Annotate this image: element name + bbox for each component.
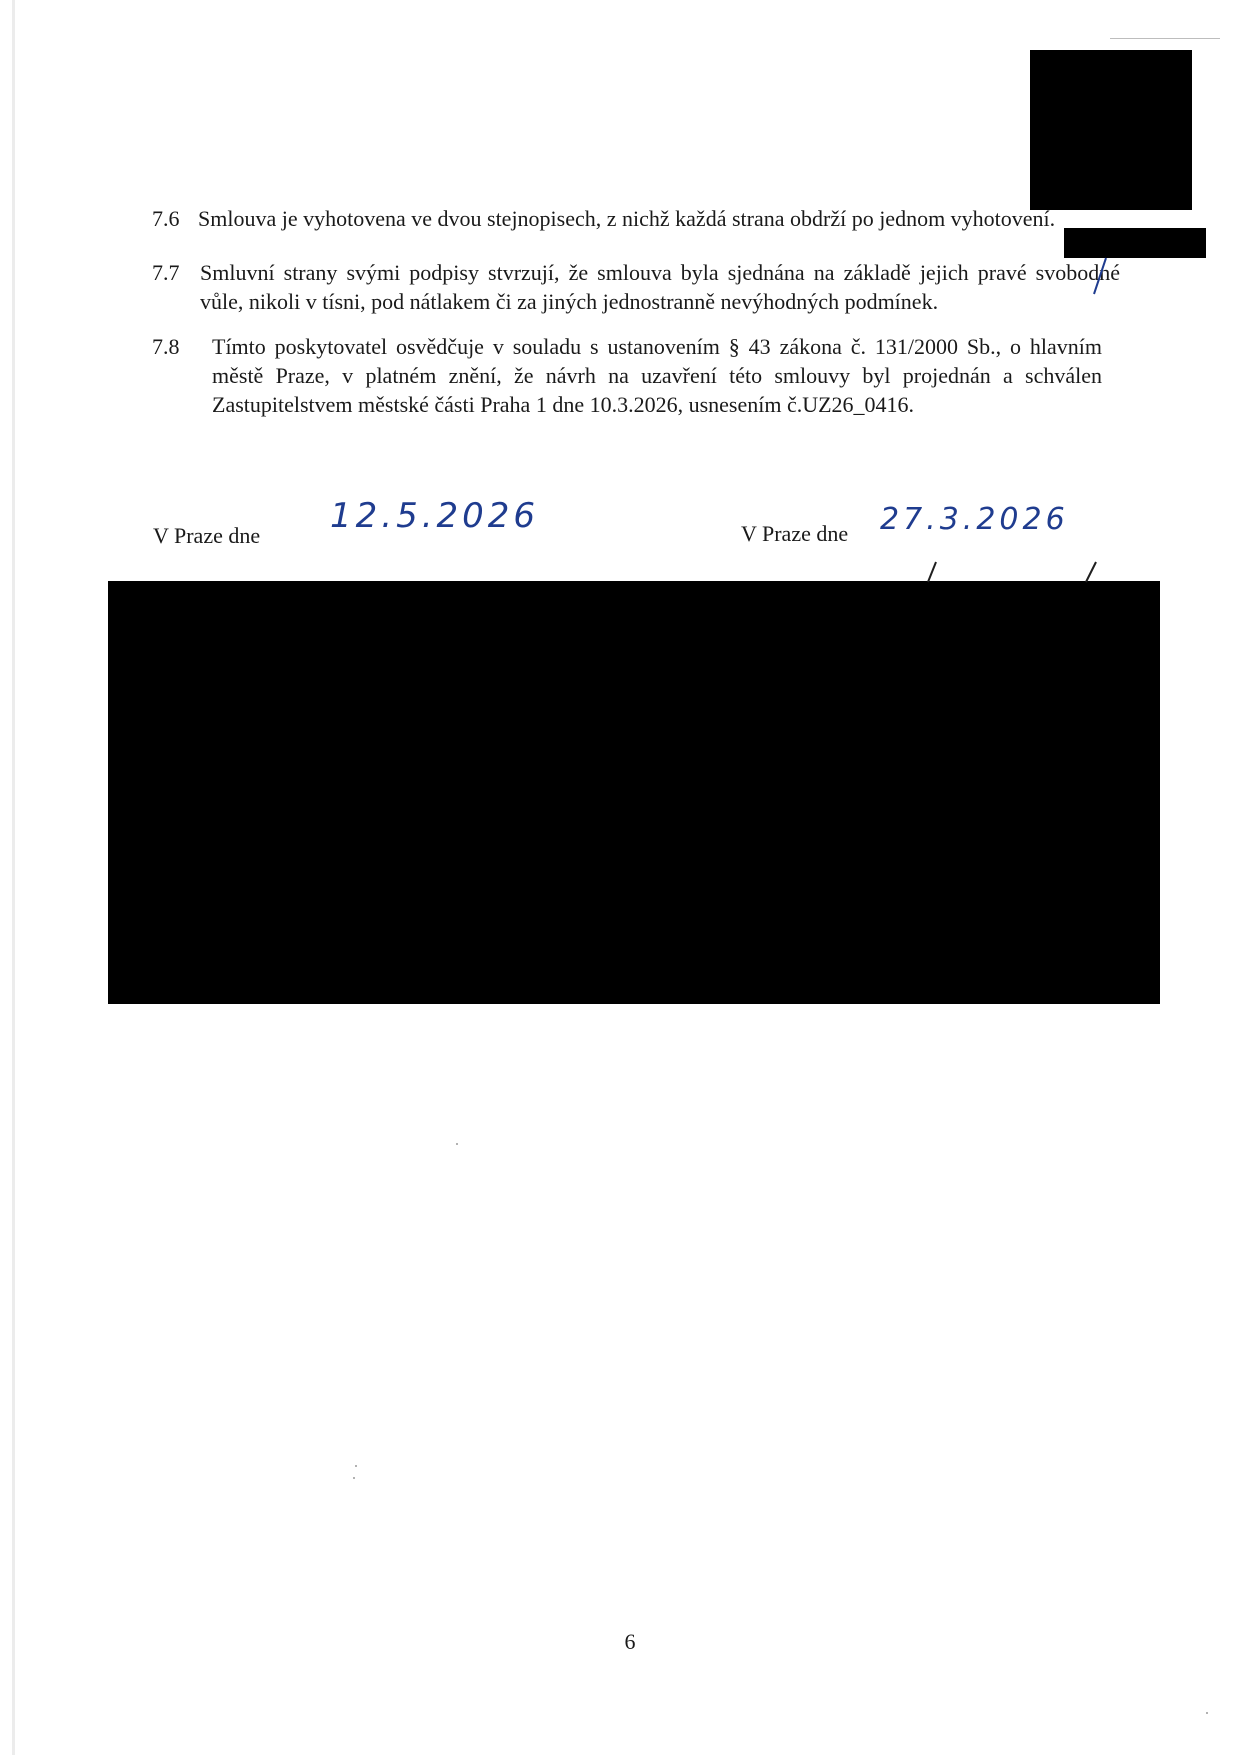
- signature-left-label: V Praze dne: [153, 523, 261, 548]
- signature-pen-marks: [920, 560, 1100, 584]
- clause-number: 7.7: [152, 260, 180, 285]
- scan-speck: [1206, 1712, 1208, 1714]
- clause-number: 7.6: [152, 206, 180, 231]
- margin-pen-mark: [1090, 256, 1110, 296]
- redaction-signatures: [108, 581, 1160, 1004]
- redaction-top-right: [1030, 50, 1192, 210]
- clause-number: 7.8: [152, 334, 180, 359]
- signature-right-date: 27.3.2026: [880, 502, 1069, 537]
- clause-text: Tímto poskytovatel osvědčuje v souladu s ustanovením § 43 zákona č. 131/2000 Sb., o hlavním městě Praze, v platném znění, že návrh na uzavření této smlouvy byl projednán a schválen Zastupitelstvem městské části Praha 1 dne 10.3.2026, usnesením č.UZ26_0416.: [212, 334, 1102, 417]
- scan-edge: [12, 0, 15, 1755]
- scan-speck: [456, 1143, 458, 1145]
- clause-text: Smlouva je vyhotovena ve dvou stejnopisech, z nichž každá strana obdrží po jednom vyhotovení.: [198, 206, 1056, 231]
- clause-text: Smluvní strany svými podpisy stvrzují, že smlouva byla sjednána na základě jejich pravé svobodné vůle, nikoli v tísni, pod nátlakem či za jiných jednostranně nevýhodných podmínek.: [200, 260, 1120, 314]
- signature-left-date: 12.5.2026: [330, 496, 540, 536]
- signature-right-label: V Praze dne: [741, 521, 849, 546]
- page-number: 6: [624, 1629, 636, 1654]
- scan-speck: [355, 1465, 357, 1467]
- top-rule: [1110, 38, 1220, 39]
- scan-speck: [353, 1477, 355, 1479]
